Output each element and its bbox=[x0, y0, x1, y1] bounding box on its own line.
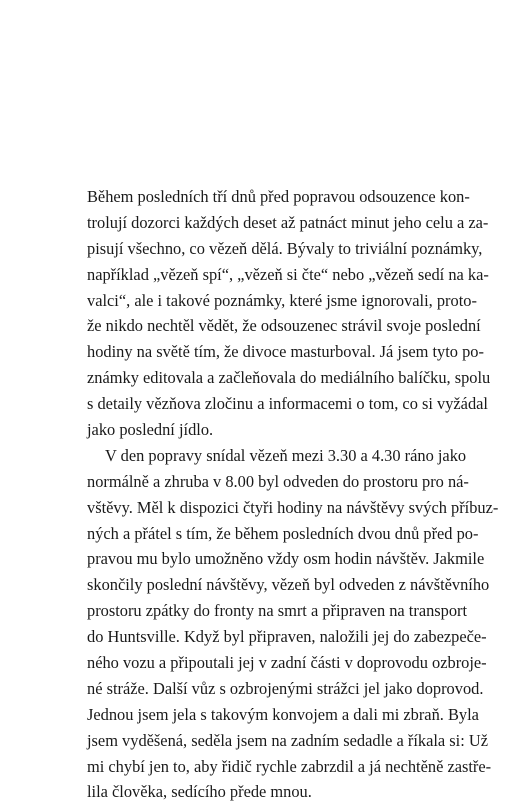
text-line: né stráže. Další vůz s ozbrojenými strážci jel jako doprovod. bbox=[87, 678, 484, 698]
text-line: jsem vyděšená, seděla jsem na zadním sedadle a říkala si: Už bbox=[87, 730, 488, 750]
paragraph-2 bbox=[87, 443, 499, 805]
text-line: ných a přátel s tím, že během posledních dvou dnů před po- bbox=[87, 523, 479, 543]
text-line: normálně a zhruba v 8.00 byl odveden do prostoru pro ná- bbox=[87, 471, 469, 491]
text-line: pravou mu bylo umožněno vždy osm hodin návštěv. Jakmile bbox=[87, 549, 485, 569]
text-line: jako poslední jídlo. bbox=[87, 420, 214, 440]
text-line: mi chybí jen to, aby řidič rychle zabrzdil a já nechtěně zastře- bbox=[87, 756, 492, 776]
text-line: například „vězeň spí“, „vězeň si čte“ nebo „vězeň sedí na ka- bbox=[87, 264, 489, 284]
text-line: Během posledních tří dnů před popravou odsouzence kon- bbox=[87, 187, 470, 206]
paragraph-1 bbox=[87, 184, 491, 443]
text-line: známky editovala a začleňovala do mediálního balíčku, spolu bbox=[87, 368, 491, 388]
text-line: Jednou jsem jela s takovým konvojem a dali mi zbraň. Byla bbox=[87, 704, 479, 724]
text-line: prostoru zpátky do fronty na smrt a připraven na transport bbox=[87, 601, 468, 621]
body-text bbox=[87, 184, 499, 805]
text-line: do Huntsville. Když byl připraven, naložili jej do zabezpeče- bbox=[87, 627, 487, 647]
text-line: lila člověka, sedícího přede mnou. bbox=[87, 782, 312, 802]
text-line: pisují všechno, co vězeň dělá. Bývaly to triviální poznámky, bbox=[87, 238, 483, 258]
text-line: hodiny na světě tím, že divoce masturboval. Já jsem tyto po- bbox=[87, 342, 484, 362]
text-line: vštěvy. Měl k dispozici čtyři hodiny na návštěvy svých příbuz- bbox=[87, 497, 499, 517]
text-line: ného vozu a připoutali jej v zadní části v doprovodu ozbroje- bbox=[87, 653, 487, 673]
text-line: že nikdo nechtěl vědět, že odsouzenec strávil svoje poslední bbox=[87, 316, 481, 336]
text-line: valci“, ale i takové poznámky, které jsme ignorovali, proto- bbox=[87, 290, 477, 310]
text-line: V den popravy snídal vězeň mezi 3.30 a 4.30 ráno jako bbox=[105, 445, 467, 465]
text-line: s detaily vězňova zločinu a informacemi o tom, co si vyžádal bbox=[87, 394, 488, 414]
text-line: trolují dozorci každých deset až patnáct minut jeho celu a za- bbox=[87, 212, 489, 232]
text-line: skončily poslední návštěvy, vězeň byl odveden z návštěvního bbox=[87, 575, 490, 595]
